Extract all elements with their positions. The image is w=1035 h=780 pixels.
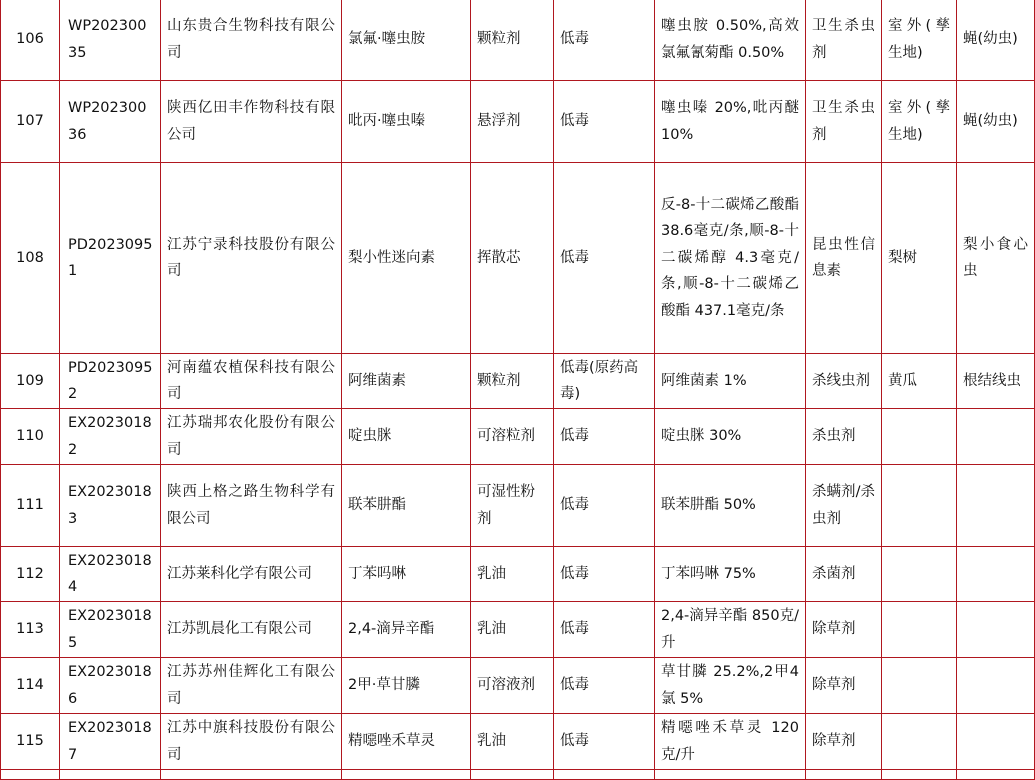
- cell-serial-number: [1, 547, 60, 602]
- cell-active-content: [655, 658, 806, 714]
- table-row: [1, 770, 1035, 780]
- cell-crop-site: [882, 163, 957, 354]
- cell-active-content-text: 联苯肼酯 50%: [661, 497, 756, 514]
- cell-target-pest: [957, 602, 1035, 658]
- table-row: [1, 163, 1035, 354]
- cell-product-name: [342, 547, 471, 602]
- cell-active-content: [655, 81, 806, 163]
- cell-serial-number-text: 113: [16, 621, 44, 638]
- cell-product-name: [342, 354, 471, 409]
- cell-company-text: 江苏中旗科技股份有限公司: [167, 720, 335, 763]
- cell-serial-number-text: 107: [16, 113, 44, 130]
- cell-product-name-text: 2,4-滴异辛酯: [348, 621, 435, 638]
- cell-company-text: 江苏凯晨化工有限公司: [167, 621, 312, 638]
- cell-product-name: [342, 163, 471, 354]
- cell-target-pest: [957, 409, 1035, 465]
- cell-pesticide-category: [806, 0, 882, 81]
- cell-pesticide-category-text: 杀虫剂: [812, 428, 856, 445]
- cell-registration-number-text: EX20230184: [68, 552, 152, 595]
- cell-toxicity-text: 低毒: [560, 113, 589, 130]
- cell-active-content: [655, 465, 806, 547]
- cell-pesticide-category-text: 除草剂: [812, 733, 856, 750]
- cell-formulation-text: 挥散芯: [477, 249, 521, 266]
- cell-company: [161, 770, 342, 780]
- cell-toxicity: [554, 163, 655, 354]
- cell-registration-number: [60, 547, 161, 602]
- cell-pesticide-category: [806, 770, 882, 780]
- cell-pesticide-category: [806, 658, 882, 714]
- cell-formulation-text: 颗粒剂: [477, 372, 521, 389]
- cell-product-name-text: 联苯肼酯: [348, 497, 406, 514]
- cell-pesticide-category-text: 卫生杀虫剂: [812, 18, 875, 61]
- table-row: [1, 547, 1035, 602]
- cell-target-pest: [957, 658, 1035, 714]
- cell-formulation: [471, 547, 554, 602]
- cell-registration-number-text: WP20230036: [68, 100, 147, 143]
- cell-registration-number: [60, 354, 161, 409]
- table-row: [1, 714, 1035, 770]
- cell-registration-number-text: EX20230182: [68, 415, 152, 458]
- cell-company: [161, 354, 342, 409]
- cell-crop-site: [882, 409, 957, 465]
- cell-target-pest-text: 蝇(幼虫): [963, 31, 1018, 48]
- cell-pesticide-category-text: 除草剂: [812, 677, 856, 694]
- cell-pesticide-category-text: 昆虫性信息素: [812, 236, 875, 279]
- cell-active-content: [655, 354, 806, 409]
- cell-formulation: [471, 658, 554, 714]
- cell-crop-site-text: 梨树: [888, 249, 917, 266]
- cell-registration-number: [60, 0, 161, 81]
- cell-pesticide-category-text: 除草剂: [812, 621, 856, 638]
- cell-target-pest: [957, 354, 1035, 409]
- cell-toxicity: [554, 602, 655, 658]
- cell-pesticide-category: [806, 163, 882, 354]
- cell-toxicity: [554, 658, 655, 714]
- table-row: [1, 409, 1035, 465]
- cell-formulation: [471, 465, 554, 547]
- cell-formulation-text: 颗粒剂: [477, 31, 521, 48]
- cell-formulation: [471, 163, 554, 354]
- cell-active-content: [655, 0, 806, 81]
- cell-company: [161, 547, 342, 602]
- cell-product-name: [342, 714, 471, 770]
- cell-serial-number-text: 115: [16, 733, 44, 750]
- cell-company: [161, 602, 342, 658]
- cell-toxicity-text: 低毒: [560, 621, 589, 638]
- cell-formulation: [471, 602, 554, 658]
- cell-company: [161, 81, 342, 163]
- cell-pesticide-category-text: 卫生杀虫剂: [812, 100, 875, 143]
- cell-registration-number: [60, 409, 161, 465]
- cell-serial-number: [1, 354, 60, 409]
- cell-product-name-text: 精噁唑禾草灵: [348, 733, 435, 750]
- cell-formulation: [471, 81, 554, 163]
- cell-registration-number: [60, 163, 161, 354]
- table-body: [1, 0, 1035, 780]
- table-row: [1, 602, 1035, 658]
- cell-registration-number: [60, 714, 161, 770]
- cell-formulation: [471, 409, 554, 465]
- cell-serial-number-text: 114: [16, 677, 44, 694]
- cell-serial-number: [1, 465, 60, 547]
- cell-company: [161, 163, 342, 354]
- cell-crop-site-text: 室外(孳生地): [888, 100, 950, 143]
- cell-serial-number-text: 110: [16, 428, 44, 445]
- cell-target-pest: [957, 163, 1035, 354]
- cell-target-pest: [957, 465, 1035, 547]
- cell-toxicity: [554, 465, 655, 547]
- cell-product-name: [342, 409, 471, 465]
- cell-product-name-text: 丁苯吗啉: [348, 565, 406, 582]
- cell-serial-number-text: 109: [16, 372, 44, 389]
- cell-target-pest: [957, 714, 1035, 770]
- cell-company-text: 江苏瑞邦农化股份有限公司: [167, 415, 335, 458]
- cell-company-text: 陕西上格之路生物科学有限公司: [167, 484, 335, 527]
- cell-serial-number: [1, 409, 60, 465]
- table-row: [1, 0, 1035, 81]
- cell-serial-number: [1, 81, 60, 163]
- cell-toxicity-text: 低毒: [560, 565, 589, 582]
- cell-pesticide-category: [806, 409, 882, 465]
- cell-pesticide-category-text: 杀螨剂/杀虫剂: [812, 484, 875, 527]
- cell-product-name: [342, 0, 471, 81]
- cell-serial-number-text: 111: [16, 497, 44, 514]
- cell-product-name: [342, 465, 471, 547]
- table-row: [1, 354, 1035, 409]
- cell-crop-site: [882, 770, 957, 780]
- cell-registration-number: [60, 602, 161, 658]
- cell-registration-number-text: WP20230035: [68, 18, 147, 61]
- cell-product-name: [342, 658, 471, 714]
- cell-target-pest-text: 蝇(幼虫): [963, 113, 1018, 130]
- cell-toxicity: [554, 354, 655, 409]
- table-row: [1, 658, 1035, 714]
- cell-formulation-text: 可溶粒剂: [477, 428, 535, 445]
- cell-product-name: [342, 81, 471, 163]
- cell-company-text: 山东贵合生物科技有限公司: [167, 18, 335, 61]
- cell-active-content-text: 反-8-十二碳烯乙酸酯 38.6毫克/条,顺-8-十二碳烯醇 4.3毫克/条,顺-8-十二碳烯乙酸酯 437.1毫克/条: [661, 196, 799, 319]
- cell-target-pest: [957, 770, 1035, 780]
- cell-formulation-text: 乳油: [477, 621, 506, 638]
- cell-active-content-text: 噻虫嗪 20%,吡丙醚 10%: [661, 100, 799, 143]
- cell-active-content-text: 噻虫胺 0.50%,高效氯氟氰菊酯 0.50%: [661, 18, 799, 61]
- cell-crop-site: [882, 658, 957, 714]
- cell-formulation: [471, 770, 554, 780]
- cell-crop-site: [882, 0, 957, 81]
- cell-product-name-text: 吡丙·噻虫嗪: [348, 113, 426, 130]
- cell-target-pest: [957, 81, 1035, 163]
- cell-serial-number-text: 106: [16, 31, 44, 48]
- cell-target-pest-text: 根结线虫: [963, 372, 1021, 389]
- cell-toxicity-text: 低毒: [560, 733, 589, 750]
- cell-toxicity: [554, 0, 655, 81]
- cell-active-content-text: 2,4-滴异辛酯 850克/升: [661, 608, 799, 651]
- cell-pesticide-category: [806, 547, 882, 602]
- cell-serial-number: [1, 658, 60, 714]
- cell-toxicity: [554, 547, 655, 602]
- cell-formulation-text: 悬浮剂: [477, 113, 521, 130]
- cell-product-name: [342, 770, 471, 780]
- cell-pesticide-category: [806, 714, 882, 770]
- cell-serial-number: [1, 714, 60, 770]
- cell-company: [161, 465, 342, 547]
- table-row: [1, 81, 1035, 163]
- cell-product-name-text: 阿维菌素: [348, 372, 406, 389]
- cell-formulation-text: 乳油: [477, 565, 506, 582]
- cell-formulation: [471, 354, 554, 409]
- cell-registration-number-text: EX20230183: [68, 484, 152, 527]
- cell-active-content-text: 啶虫脒 30%: [661, 428, 742, 445]
- cell-toxicity-text: 低毒: [560, 428, 589, 445]
- cell-formulation-text: 可湿性粉剂: [477, 484, 535, 527]
- cell-active-content: [655, 547, 806, 602]
- cell-active-content: [655, 409, 806, 465]
- cell-toxicity-text: 低毒: [560, 249, 589, 266]
- cell-crop-site: [882, 465, 957, 547]
- cell-registration-number-text: EX20230187: [68, 720, 152, 763]
- cell-pesticide-category: [806, 602, 882, 658]
- cell-toxicity: [554, 81, 655, 163]
- cell-company-text: 江苏莱科化学有限公司: [167, 565, 312, 582]
- cell-serial-number: [1, 163, 60, 354]
- cell-serial-number: [1, 0, 60, 81]
- cell-registration-number-text: PD20230951: [68, 236, 153, 279]
- cell-company: [161, 0, 342, 81]
- cell-registration-number: [60, 770, 161, 780]
- cell-company: [161, 658, 342, 714]
- cell-serial-number-text: 108: [16, 249, 44, 266]
- cell-crop-site: [882, 714, 957, 770]
- cell-toxicity-text: 低毒: [560, 677, 589, 694]
- cell-active-content: [655, 770, 806, 780]
- cell-registration-number-text: EX20230186: [68, 664, 152, 707]
- cell-company: [161, 409, 342, 465]
- cell-crop-site-text: 室外(孳生地): [888, 18, 950, 61]
- cell-product-name-text: 梨小性迷向素: [348, 249, 435, 266]
- cell-company-text: 陕西亿田丰作物科技有限公司: [167, 100, 335, 143]
- cell-formulation: [471, 0, 554, 81]
- cell-registration-number-text: EX20230185: [68, 608, 152, 651]
- cell-formulation-text: 可溶液剂: [477, 677, 535, 694]
- cell-toxicity-text: 低毒(原药高毒): [560, 359, 639, 402]
- cell-toxicity-text: 低毒: [560, 31, 589, 48]
- cell-crop-site-text: 黄瓜: [888, 372, 917, 389]
- cell-registration-number: [60, 658, 161, 714]
- cell-active-content: [655, 602, 806, 658]
- cell-registration-number-text: PD20230952: [68, 359, 153, 402]
- table-row: [1, 465, 1035, 547]
- cell-crop-site: [882, 602, 957, 658]
- cell-toxicity-text: 低毒: [560, 497, 589, 514]
- cell-registration-number: [60, 465, 161, 547]
- cell-active-content: [655, 714, 806, 770]
- cell-product-name-text: 氯氟·噻虫胺: [348, 31, 426, 48]
- cell-product-name-text: 啶虫脒: [348, 428, 392, 445]
- cell-active-content-text: 草甘膦 25.2%,2甲4氯 5%: [661, 664, 799, 707]
- cell-toxicity: [554, 770, 655, 780]
- cell-pesticide-category: [806, 354, 882, 409]
- cell-active-content: [655, 163, 806, 354]
- cell-pesticide-category: [806, 465, 882, 547]
- cell-pesticide-category-text: 杀线虫剂: [812, 372, 870, 389]
- cell-pesticide-category: [806, 81, 882, 163]
- cell-active-content-text: 阿维菌素 1%: [661, 372, 747, 389]
- cell-serial-number-text: 112: [16, 565, 44, 582]
- cell-serial-number: [1, 602, 60, 658]
- cell-product-name-text: 2甲·草甘膦: [348, 677, 420, 694]
- cell-company-text: 河南蕴农植保科技有限公司: [167, 359, 335, 402]
- cell-formulation-text: 乳油: [477, 733, 506, 750]
- cell-registration-number: [60, 81, 161, 163]
- cell-crop-site: [882, 354, 957, 409]
- cell-product-name: [342, 602, 471, 658]
- cell-target-pest-text: 梨小食心虫: [963, 236, 1028, 279]
- cell-company-text: 江苏苏州佳辉化工有限公司: [167, 664, 335, 707]
- cell-pesticide-category-text: 杀菌剂: [812, 565, 856, 582]
- cell-target-pest: [957, 0, 1035, 81]
- cell-crop-site: [882, 81, 957, 163]
- cell-target-pest: [957, 547, 1035, 602]
- cell-company: [161, 714, 342, 770]
- cell-formulation: [471, 714, 554, 770]
- cell-toxicity: [554, 409, 655, 465]
- cell-active-content-text: 丁苯吗啉 75%: [661, 565, 756, 582]
- cell-active-content-text: 精噁唑禾草灵 120克/升: [661, 720, 799, 763]
- cell-company-text: 江苏宁录科技股份有限公司: [167, 236, 335, 279]
- cell-toxicity: [554, 714, 655, 770]
- cell-serial-number: [1, 770, 60, 780]
- cell-crop-site: [882, 547, 957, 602]
